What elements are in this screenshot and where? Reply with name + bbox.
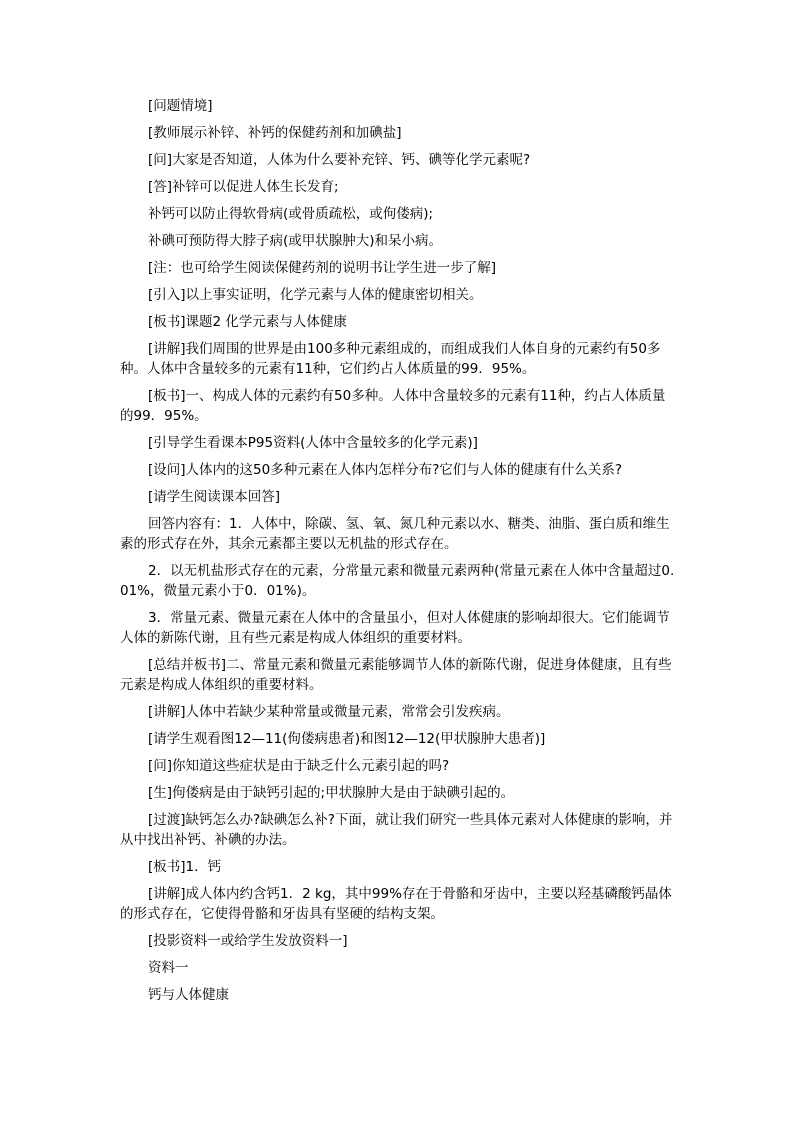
explanation-elements: [讲解]我们周围的世界是由100多种元素组成的，而组成我们人体自身的元素约有50多种。人体中含量较多的元素有11种，它们约占人体质量的99．95%。 bbox=[120, 341, 661, 377]
explanation-calcium: [讲解]成人体内约含钙1．2 kg，其中99%存在于骨骼和牙齿中，主要以羟基磷酸钙晶体的形式存在，它使得骨骼和牙齿具有坚硬的结构支架。 bbox=[120, 886, 672, 922]
heading-problem-context: [问题情境] bbox=[148, 98, 213, 114]
explanation-disease: [讲解]人体中若缺少某种常量或微量元素，常常会引发疾病。 bbox=[148, 704, 510, 720]
answer-content-1: 回答内容有：1．人体中，除碳、氢、氧、氮几种元素以水、糖类、油脂、蛋白质和维生素的形式存在外，其余元素都主要以无机盐的形式存在。 bbox=[120, 516, 670, 552]
answer-calcium: 补钙可以防止得软骨病(或骨质疏松，或佝偻病); bbox=[148, 206, 434, 222]
note-line: [注：也可给学生阅读保健药剂的说明书让学生进一步了解] bbox=[148, 260, 497, 276]
student-read-line: [请学生阅读课本回答] bbox=[148, 489, 281, 505]
intro-line: [引入]以上事实证明，化学元素与人体的健康密切相关。 bbox=[148, 287, 483, 303]
answer-iodine: 补碘可预防得大脖子病(或甲状腺肿大)和呆小病。 bbox=[148, 233, 443, 249]
answer-content-3: 3．常量元素、微量元素在人体中的含量虽小，但对人体健康的影响却很大。它们能调节人体的新陈代谢，且有些元素是构成人体组织的重要材料。 bbox=[120, 610, 670, 646]
answer-zinc: [答]补锌可以促进人体生长发育; bbox=[148, 179, 339, 195]
answer-content-2: 2．以无机盐形式存在的元素，分常量元素和微量元素两种(常量元素在人体中含量超过0.01%，微量元素小于0．01%)。 bbox=[120, 563, 675, 599]
projection-material: [投影资料一或给学生发放资料一] bbox=[148, 933, 348, 949]
question-distribution: [设问]人体内的这50多种元素在人体内怎样分布?它们与人体的健康有什么关系? bbox=[148, 462, 623, 478]
board-point-one: [板书]一、构成人体的元素约有50多种。人体中含量较多的元素有11种，约占人体质量的99．95%。 bbox=[120, 388, 666, 424]
guide-textbook: [引导学生看课本P95资料(人体中含量较多的化学元素)] bbox=[148, 435, 478, 451]
material-one-title: 钙与人体健康 bbox=[148, 987, 229, 1003]
material-one-label: 资料一 bbox=[148, 960, 189, 976]
question-symptoms: [问]你知道这些症状是由于缺乏什么元素引起的吗? bbox=[148, 758, 450, 774]
transition-line: [过渡]缺钙怎么办?缺碘怎么补?下面，就让我们研究一些具体元素对人体健康的影响，并从中找出补钙、补碘的办法。 bbox=[120, 812, 673, 848]
summary-board-two: [总结并板书]二、常量元素和微量元素能够调节人体的新陈代谢，促进身体健康，且有些元素是构成人体组织的重要材料。 bbox=[120, 657, 672, 693]
question-line: [问]大家是否知道，人体为什么要补充锌、钙、碘等化学元素呢? bbox=[148, 152, 531, 168]
board-calcium: [板书]1．钙 bbox=[148, 859, 222, 875]
figure-reference: [请学生观看图12—11(佝偻病患者)和图12—12(甲状腺肿大患者)] bbox=[148, 731, 546, 747]
board-title: [板书]课题2 化学元素与人体健康 bbox=[148, 314, 347, 330]
teacher-demo-line: [教师展示补锌、补钙的保健药剂和加碘盐] bbox=[148, 125, 402, 141]
student-answer: [生]佝偻病是由于缺钙引起的;甲状腺肿大是由于缺碘引起的。 bbox=[148, 785, 515, 801]
document-page bbox=[120, 96, 676, 1005]
